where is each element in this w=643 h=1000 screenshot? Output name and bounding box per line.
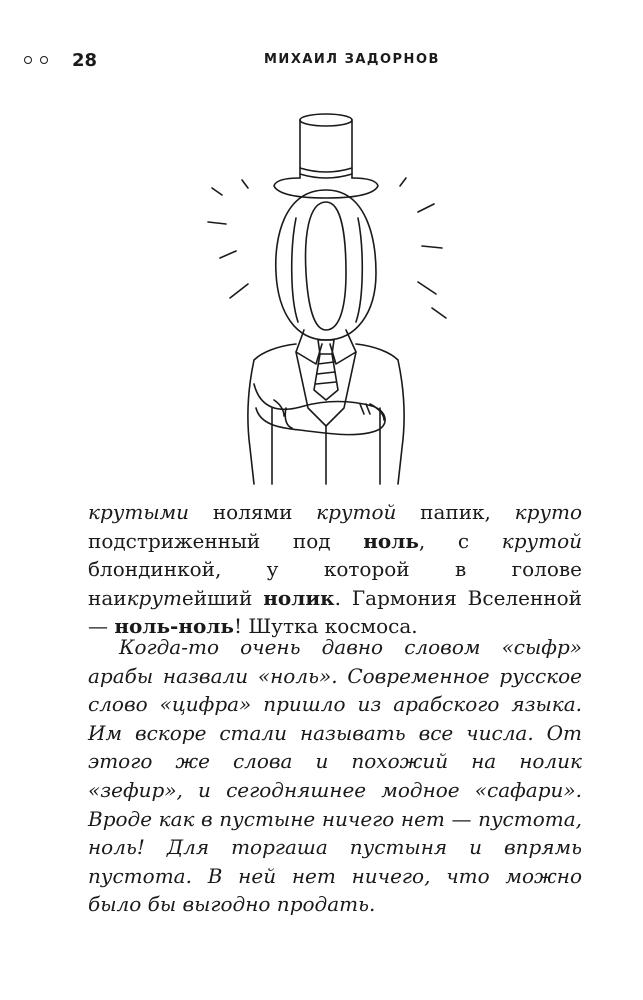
page-number: 28 — [72, 50, 98, 71]
p1-segment: крут — [126, 585, 182, 610]
p1-segment: крутой — [316, 500, 397, 524]
p1-segment: нолик — [263, 585, 335, 610]
p1-segment: . Гармония Вселенной — — [88, 585, 582, 639]
zero-head-drawing — [276, 190, 376, 340]
p1-segment: крутыми — [88, 500, 190, 524]
p1-segment: папик, — [396, 500, 515, 524]
page-header — [24, 50, 584, 74]
p1-segment: блондинкой, у которой в голове наи — [88, 557, 582, 610]
jacket-drawing — [248, 344, 404, 484]
p1-segment: ноль-ноль — [114, 614, 234, 639]
p1-segment: ! Шутка космоса. — [233, 614, 418, 639]
p1-segment: подстриженный под — [88, 528, 364, 553]
radiating-lines-drawing — [208, 178, 446, 318]
paragraph-2: Когда-то очень давно словом «сыфр» арабы назвали «ноль». Современное русское слово «цифра» пришло из арабского языка. Им вскоре стали называть все числа. От этого же слова и похожий на нолик «зефир», и сегодняшнее модное «сафари». Вроде как в пустыне ничего нет — пустота, ноль! Для торгаша пустыня и впрямь пустота. В ней нет ничего, что можно было бы выгодно продать. — [88, 635, 582, 917]
running-title: МИХАИЛ ЗАДОРНОВ — [264, 52, 440, 67]
p1-segment: круто — [514, 500, 582, 524]
zero-headed-man-illustration — [200, 108, 450, 488]
ornament-dot — [24, 56, 32, 64]
p1-segment: ноль — [363, 528, 419, 553]
top-hat-drawing — [274, 114, 378, 198]
paragraph-1 — [88, 498, 582, 641]
p1-segment: ейший — [181, 585, 264, 610]
p1-segment: нолями — [189, 500, 317, 524]
header-ornament — [24, 56, 48, 64]
p1-segment: , с — [418, 528, 502, 553]
crossed-arms-drawing — [254, 384, 385, 435]
p1-segment: крутой — [501, 528, 582, 553]
collar-and-tie-drawing — [296, 330, 356, 400]
ornament-dot — [40, 56, 48, 64]
